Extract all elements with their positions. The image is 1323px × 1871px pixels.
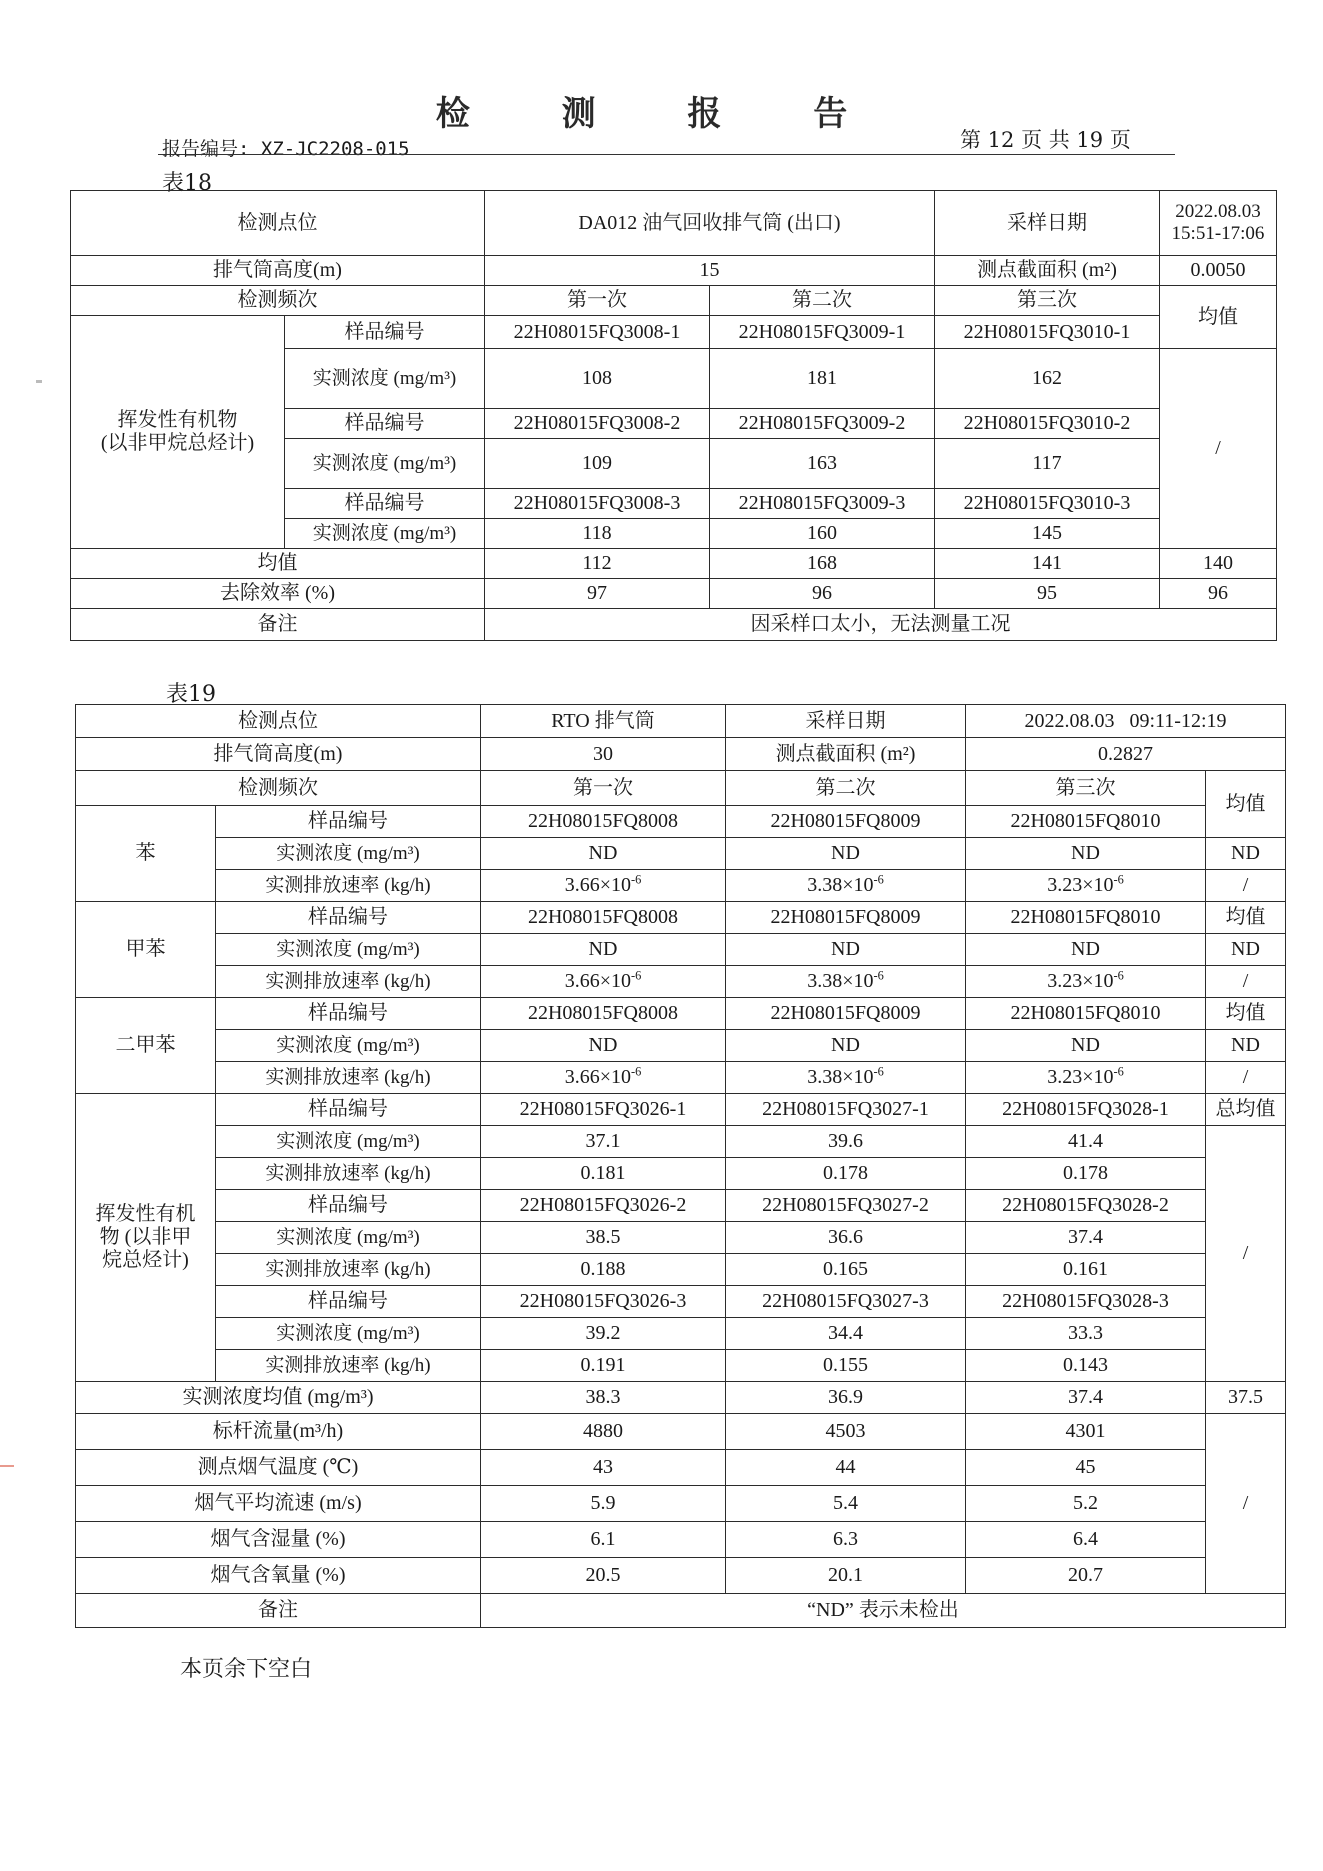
- t19-param-cell: 4301: [966, 1414, 1206, 1450]
- t19-conc-cell: 38.5: [481, 1222, 726, 1254]
- t19-date-label: 采样日期: [726, 705, 966, 738]
- t18-eff-cell: 97: [485, 579, 710, 609]
- t18-mean-total: 140: [1160, 549, 1277, 579]
- t18-mean-cell: 112: [485, 549, 710, 579]
- t19-site-label: 检测点位: [76, 705, 481, 738]
- t19-rate-cell: $3.38\times 10^{-6}$: [726, 1062, 966, 1094]
- t19-sample-label: 样品编号: [216, 902, 481, 934]
- t19-run-3: 第三次: [966, 771, 1206, 806]
- t19-conc-avg: ND: [1206, 1030, 1286, 1062]
- page-footer-note: 本页余下空白: [180, 1657, 313, 1682]
- t19-conc-cell: ND: [966, 1030, 1206, 1062]
- t19-rate-label: 实测排放速率 (kg/h): [216, 1062, 481, 1094]
- table19-label: 表19: [166, 682, 216, 707]
- t19-remark-label: 备注: [76, 1594, 481, 1628]
- t19-param-label: 烟气平均流速 (m/s): [76, 1486, 481, 1522]
- edge-seal-mark: [0, 1465, 14, 1467]
- t19-sample-cell: 22H08015FQ3027-3: [726, 1286, 966, 1318]
- t19-rate-label: 实测排放速率 (kg/h): [216, 1350, 481, 1382]
- t19-param-cell: 45: [966, 1450, 1206, 1486]
- t19-rate-avg: /: [1206, 966, 1286, 998]
- t19-param-avg-slash: /: [1206, 1414, 1286, 1594]
- t18-conc-cell: 163: [710, 439, 935, 489]
- t19-rate-cell: $3.66\times 10^{-6}$: [481, 966, 726, 998]
- t19-rate-cell: 0.188: [481, 1254, 726, 1286]
- t19-area-label: 测点截面积 (m²): [726, 738, 966, 771]
- t19-conc-avg: ND: [1206, 934, 1286, 966]
- t18-date-value: 2022.08.03 15:51-17:06: [1160, 191, 1277, 256]
- t19-sample-label: 样品编号: [216, 1094, 481, 1126]
- page-number: 第 12 页 共 19 页: [960, 128, 1131, 152]
- t19-rate-cell: $3.38\times 10^{-6}$: [726, 966, 966, 998]
- t19-sample-cell: 22H08015FQ3027-1: [726, 1094, 966, 1126]
- t19-param-cell: 44: [726, 1450, 966, 1486]
- t19-conc-cell: 36.6: [726, 1222, 966, 1254]
- t18-conc-cell: 160: [710, 519, 935, 549]
- t19-rate-cell: $3.38\times 10^{-6}$: [726, 870, 966, 902]
- t19-rate-avg: /: [1206, 870, 1286, 902]
- t18-remark-label: 备注: [71, 609, 485, 641]
- t19-site-value: RTO 排气筒: [481, 705, 726, 738]
- t19-param-label: 烟气含氧量 (%): [76, 1558, 481, 1594]
- t19-sample-cell: 22H08015FQ8010: [966, 902, 1206, 934]
- t18-conc-cell: 162: [935, 349, 1160, 409]
- t18-sample-cell: 22H08015FQ3009-2: [710, 409, 935, 439]
- t18-date-label: 采样日期: [935, 191, 1160, 256]
- t19-conc-cell: ND: [726, 1030, 966, 1062]
- t19-conc-cell: 39.6: [726, 1126, 966, 1158]
- t19-conc-cell: ND: [481, 934, 726, 966]
- t18-conc-cell: 145: [935, 519, 1160, 549]
- t19-sample-cell: 22H08015FQ3027-2: [726, 1190, 966, 1222]
- t19-conc-cell: ND: [726, 838, 966, 870]
- t18-eff-total: 96: [1160, 579, 1277, 609]
- t19-param-cell: 20.5: [481, 1558, 726, 1594]
- t19-area-value: 0.2827: [966, 738, 1286, 771]
- t19-param-cell: 4503: [726, 1414, 966, 1450]
- t18-mean-label: 均值: [71, 549, 485, 579]
- t19-sample-cell: 22H08015FQ3026-1: [481, 1094, 726, 1126]
- t18-sample-cell: 22H08015FQ3008-2: [485, 409, 710, 439]
- t19-avg-label: 均值: [1206, 771, 1286, 838]
- t19-compound-name: 甲苯: [76, 902, 216, 998]
- table18-label: 表18: [162, 171, 212, 196]
- t18-eff-cell: 96: [710, 579, 935, 609]
- t18-height-value: 15: [485, 256, 935, 286]
- t19-rate-cell: 0.161: [966, 1254, 1206, 1286]
- t19-rate-label: 实测排放速率 (kg/h): [216, 1254, 481, 1286]
- t18-conc-cell: 118: [485, 519, 710, 549]
- t19-rate-cell: $3.66\times 10^{-6}$: [481, 870, 726, 902]
- t19-rate-label: 实测排放速率 (kg/h): [216, 870, 481, 902]
- t18-run-3: 第三次: [935, 286, 1160, 316]
- t18-conc-label: 实测浓度 (mg/m³): [285, 519, 485, 549]
- t19-conc-label: 实测浓度 (mg/m³): [216, 934, 481, 966]
- t19-conc-cell: 37.4: [966, 1222, 1206, 1254]
- t19-sample-cell: 22H08015FQ8009: [726, 998, 966, 1030]
- t19-rate-cell: 0.155: [726, 1350, 966, 1382]
- t18-sample-cell: 22H08015FQ3010-1: [935, 316, 1160, 349]
- t19-run-2: 第二次: [726, 771, 966, 806]
- t19-param-cell: 5.9: [481, 1486, 726, 1522]
- t19-conc-label: 实测浓度 (mg/m³): [216, 1126, 481, 1158]
- t19-conc-cell: ND: [966, 934, 1206, 966]
- t19-param-cell: 20.7: [966, 1558, 1206, 1594]
- t19-conc-label: 实测浓度 (mg/m³): [216, 838, 481, 870]
- t19-sample-cell: 22H08015FQ3026-3: [481, 1286, 726, 1318]
- t19-rate-cell: 0.178: [966, 1158, 1206, 1190]
- t19-rate-avg: /: [1206, 1062, 1286, 1094]
- t18-freq-label: 检测频次: [71, 286, 485, 316]
- t19-conc-cell: ND: [481, 838, 726, 870]
- t18-sample-cell: 22H08015FQ3008-3: [485, 489, 710, 519]
- header-rule: [158, 154, 1175, 155]
- t19-voc-avg-slash: /: [1206, 1126, 1286, 1382]
- t19-rate-label: 实测排放速率 (kg/h): [216, 966, 481, 998]
- t19-rate-cell: $3.23\times 10^{-6}$: [966, 1062, 1206, 1094]
- t19-conc-mean-label: 实测浓度均值 (mg/m³): [76, 1382, 481, 1414]
- t19-rate-cell: $3.23\times 10^{-6}$: [966, 966, 1206, 998]
- t19-rate-cell: 0.165: [726, 1254, 966, 1286]
- t19-sample-cell: 22H08015FQ3028-1: [966, 1094, 1206, 1126]
- t18-sample-cell: 22H08015FQ3010-3: [935, 489, 1160, 519]
- t19-sample-label: 样品编号: [216, 998, 481, 1030]
- t18-sample-label: 样品编号: [285, 489, 485, 519]
- t19-height-value: 30: [481, 738, 726, 771]
- t19-sample-cell: 22H08015FQ8009: [726, 806, 966, 838]
- t19-param-cell: 6.3: [726, 1522, 966, 1558]
- t19-conc-cell: ND: [726, 934, 966, 966]
- t19-param-label: 测点烟气温度 (℃): [76, 1450, 481, 1486]
- t19-sample-cell: 22H08015FQ3026-2: [481, 1190, 726, 1222]
- t19-conc-mean-total: 37.5: [1206, 1382, 1286, 1414]
- t19-conc-cell: 39.2: [481, 1318, 726, 1350]
- t19-conc-mean-cell: 37.4: [966, 1382, 1206, 1414]
- t19-conc-label: 实测浓度 (mg/m³): [216, 1030, 481, 1062]
- t19-conc-cell: 41.4: [966, 1126, 1206, 1158]
- t18-sample-cell: 22H08015FQ3009-3: [710, 489, 935, 519]
- page-title: 检 测 报 告: [435, 94, 888, 134]
- t19-conc-cell: ND: [481, 1030, 726, 1062]
- t18-conc-cell: 117: [935, 439, 1160, 489]
- t19-compound-name: 二甲苯: [76, 998, 216, 1094]
- t19-conc-cell: 34.4: [726, 1318, 966, 1350]
- t18-run-1: 第一次: [485, 286, 710, 316]
- t19-conc-label: 实测浓度 (mg/m³): [216, 1318, 481, 1350]
- t18-voc-group-label: 挥发性有机物 (以非甲烷总烃计): [71, 316, 285, 549]
- t19-avg-head: 均值: [1206, 902, 1286, 934]
- t18-eff-cell: 95: [935, 579, 1160, 609]
- t19-sample-label: 样品编号: [216, 1286, 481, 1318]
- t19-sample-label: 样品编号: [216, 1190, 481, 1222]
- t18-area-value: 0.0050: [1160, 256, 1277, 286]
- t19-rate-cell: 0.191: [481, 1350, 726, 1382]
- t19-voc-group-label: 挥发性有机 物 (以非甲 烷总烃计): [76, 1094, 216, 1382]
- t18-sample-cell: 22H08015FQ3010-2: [935, 409, 1160, 439]
- t19-conc-cell: 33.3: [966, 1318, 1206, 1350]
- t19-sample-cell: 22H08015FQ3028-3: [966, 1286, 1206, 1318]
- report-number: 报告编号: XZ-JC2208-015: [162, 138, 410, 160]
- t19-freq-label: 检测频次: [76, 771, 481, 806]
- t19-rate-cell: 0.143: [966, 1350, 1206, 1382]
- t19-sample-cell: 22H08015FQ8008: [481, 806, 726, 838]
- t18-site-label: 检测点位: [71, 191, 485, 256]
- t19-param-label: 烟气含湿量 (%): [76, 1522, 481, 1558]
- t19-param-label: 标杆流量(m³/h): [76, 1414, 481, 1450]
- t18-mean-cell: 141: [935, 549, 1160, 579]
- t18-sample-label: 样品编号: [285, 409, 485, 439]
- t19-sample-cell: 22H08015FQ8008: [481, 998, 726, 1030]
- t18-conc-cell: 181: [710, 349, 935, 409]
- t19-conc-mean-cell: 36.9: [726, 1382, 966, 1414]
- t19-sample-cell: 22H08015FQ8010: [966, 998, 1206, 1030]
- t19-height-label: 排气筒高度(m): [76, 738, 481, 771]
- t19-compound-name: 苯: [76, 806, 216, 902]
- t19-conc-mean-cell: 38.3: [481, 1382, 726, 1414]
- t18-sample-label: 样品编号: [285, 316, 485, 349]
- t18-conc-cell: 109: [485, 439, 710, 489]
- t19-rate-cell: 0.178: [726, 1158, 966, 1190]
- t19-sample-cell: 22H08015FQ8008: [481, 902, 726, 934]
- t18-conc-label: 实测浓度 (mg/m³): [285, 349, 485, 409]
- t19-param-cell: 5.4: [726, 1486, 966, 1522]
- t18-remark-value: 因采样口太小，无法测量工况: [485, 609, 1277, 641]
- t19-param-cell: 20.1: [726, 1558, 966, 1594]
- t19-param-cell: 43: [481, 1450, 726, 1486]
- table19: [75, 704, 1286, 1628]
- t18-avg-label: 均值: [1160, 286, 1277, 349]
- scan-mark: [36, 380, 42, 383]
- t18-mean-cell: 168: [710, 549, 935, 579]
- t19-rate-cell: $3.66\times 10^{-6}$: [481, 1062, 726, 1094]
- t19-param-cell: 4880: [481, 1414, 726, 1450]
- t19-rate-cell: $3.23\times 10^{-6}$: [966, 870, 1206, 902]
- t18-site-value: DA012 油气回收排气筒 (出口): [485, 191, 935, 256]
- t18-eff-label: 去除效率 (%): [71, 579, 485, 609]
- t19-conc-cell: ND: [966, 838, 1206, 870]
- t19-conc-label: 实测浓度 (mg/m³): [216, 1222, 481, 1254]
- t19-total-avg-head: 总均值: [1206, 1094, 1286, 1126]
- t19-date-value: 2022.08.03 09:11-12:19: [966, 705, 1286, 738]
- t19-run-1: 第一次: [481, 771, 726, 806]
- t18-sample-cell: 22H08015FQ3009-1: [710, 316, 935, 349]
- t18-area-label: 测点截面积 (m²): [935, 256, 1160, 286]
- t19-param-cell: 5.2: [966, 1486, 1206, 1522]
- t18-run-2: 第二次: [710, 286, 935, 316]
- t19-remark-value: “ND” 表示未检出: [481, 1594, 1286, 1628]
- t19-conc-avg: ND: [1206, 838, 1286, 870]
- t18-height-label: 排气筒高度(m): [71, 256, 485, 286]
- t18-sample-cell: 22H08015FQ3008-1: [485, 316, 710, 349]
- t19-sample-label: 样品编号: [216, 806, 481, 838]
- t19-avg-head: 均值: [1206, 998, 1286, 1030]
- t19-sample-cell: 22H08015FQ3028-2: [966, 1190, 1206, 1222]
- t19-conc-cell: 37.1: [481, 1126, 726, 1158]
- table18: [70, 190, 1277, 641]
- t19-rate-cell: 0.181: [481, 1158, 726, 1190]
- t18-conc-label: 实测浓度 (mg/m³): [285, 439, 485, 489]
- t18-conc-cell: 108: [485, 349, 710, 409]
- t18-avg-slash: /: [1160, 349, 1277, 549]
- t19-sample-cell: 22H08015FQ8009: [726, 902, 966, 934]
- t19-rate-label: 实测排放速率 (kg/h): [216, 1158, 481, 1190]
- t19-sample-cell: 22H08015FQ8010: [966, 806, 1206, 838]
- t19-param-cell: 6.1: [481, 1522, 726, 1558]
- t19-param-cell: 6.4: [966, 1522, 1206, 1558]
